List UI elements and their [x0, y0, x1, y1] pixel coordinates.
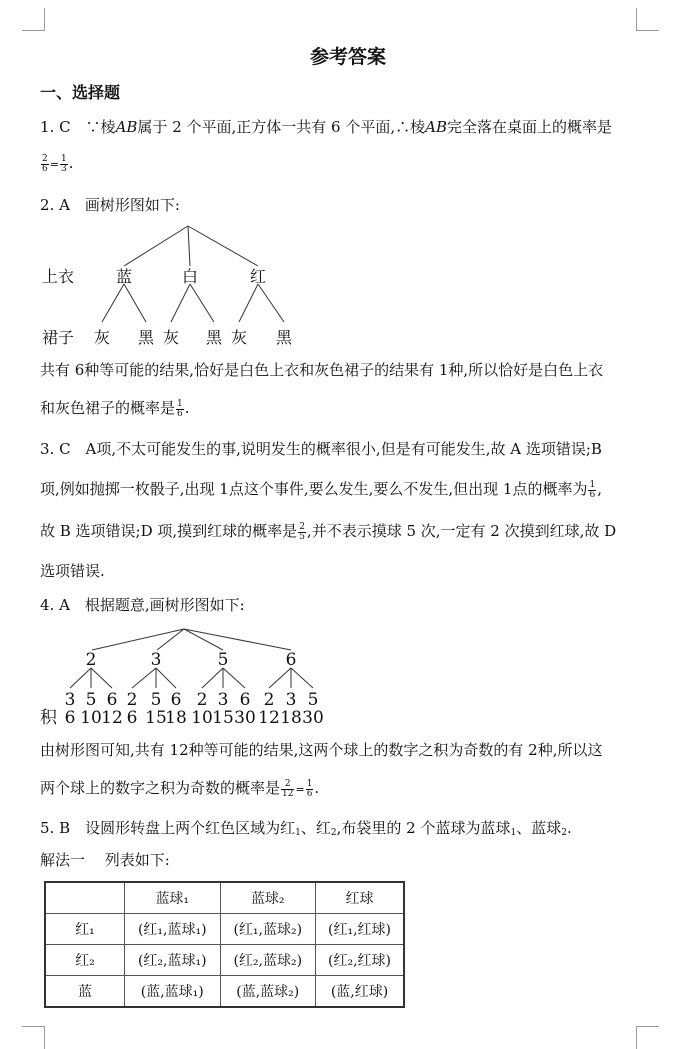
crop-mark-bottom-right [636, 1026, 659, 1049]
q3-line2 [40, 478, 602, 500]
q2-leaf: 黑 [138, 328, 155, 347]
table-cell: (红₂,红球) [316, 945, 405, 976]
q1-text-c: 完全落在桌面上的概率是 [446, 118, 612, 136]
q4-node-6: 6 [285, 650, 297, 670]
table-cell: (红₁,蓝球₂) [220, 914, 316, 945]
table-header-row [45, 882, 404, 914]
table-cell: (蓝,蓝球₂) [220, 976, 316, 1008]
q4-tree-lines [70, 629, 313, 688]
table-header-cell: 蓝球₂ [220, 882, 316, 914]
table-cell: (红₂,蓝球₂) [220, 945, 316, 976]
q2-leaf: 黑 [276, 328, 293, 347]
q4-product: 30 [302, 708, 324, 728]
q4-leaf: 2 [263, 690, 275, 710]
q5-text-a: 5. B 设圆形转盘上两个红色区域为红 [40, 819, 296, 837]
q4-node-2: 2 [85, 650, 97, 670]
q2-row1-label: 上衣 [42, 267, 75, 286]
q5-text-sep: 、红 [300, 819, 331, 837]
q4-leaf: 5 [150, 690, 162, 710]
q1-fraction-2: $\frac{1}{3}$ [60, 153, 67, 174]
q3-line3 [40, 520, 616, 542]
section-heading: 一、选择题 [40, 83, 121, 102]
q3-line4: 选项错误. [40, 562, 105, 580]
q3-comma: , [597, 480, 602, 498]
q4-product: 15 [212, 708, 234, 728]
q4-equals: = [295, 783, 305, 796]
q2-tree-diagram [40, 222, 320, 354]
page-title: 参考答案 [309, 46, 386, 68]
q1-var-ab-2: AB [425, 118, 447, 136]
q3-text-b: 故 B 选项错误;D 项,摸到红球的概率是 [40, 522, 298, 540]
q2-line2 [40, 397, 190, 419]
q4-leaf: 2 [126, 690, 138, 710]
q1-line1 [40, 116, 612, 138]
table-row [45, 914, 404, 945]
q4-node-5: 5 [217, 650, 229, 670]
q5-sub: 1 [510, 828, 517, 838]
q4-product: 30 [234, 708, 256, 728]
q2-leaf: 黑 [206, 328, 223, 347]
table-cell: (红₁,蓝球₁) [125, 914, 221, 945]
q2-period: . [184, 399, 190, 417]
q4-node-3: 3 [150, 650, 162, 670]
q5-text-b: ,布袋里的 2 个蓝球为蓝球 [336, 819, 511, 837]
q3-text-a: 项,例如抛掷一枚骰子,出现 1点这个事件,要么发生,要么不发生,但出现 1点的概率为 [40, 480, 588, 498]
q1-fraction-1: $\frac{2}{6}$ [42, 153, 48, 174]
q2-node-blue: 蓝 [116, 267, 133, 286]
q4-leaf: 3 [64, 690, 76, 710]
q2-leaf: 灰 [94, 328, 111, 347]
q4-product: 6 [64, 708, 76, 728]
crop-mark-top-left [22, 8, 45, 31]
q1-var-ab: AB [115, 118, 138, 136]
q4-product-label: 积 [40, 708, 57, 728]
table-cell [45, 882, 125, 914]
q4-leaf: 5 [307, 690, 319, 710]
q2-node-red: 红 [250, 267, 267, 286]
q4-period: . [314, 779, 320, 797]
q4-tree-diagram [40, 626, 340, 728]
table-cell: (蓝,红球) [316, 976, 405, 1008]
q1-text-a: 1. C ∵棱 [40, 118, 116, 136]
q2-line1: 共有 6种等可能的结果,恰好是白色上衣和灰色裙子的结果有 1种,所以恰好是白色上衣 [40, 361, 604, 379]
q4-product: 10 [80, 708, 102, 728]
table-cell: (红₁,红球) [316, 914, 405, 945]
q3-fraction-2: $\frac{2}{5}$ [299, 521, 305, 542]
q5-period: . [566, 819, 572, 837]
table-cell: (蓝,蓝球₁) [125, 976, 221, 1008]
q2-leaf: 灰 [231, 328, 248, 347]
q4-product: 18 [280, 708, 302, 728]
q2-fraction: $\frac{1}{6}$ [177, 398, 183, 419]
q4-line2 [40, 777, 319, 801]
q4-line1: 由树形图可知,共有 12种等可能的结果,这两个球上的数字之积为奇数的有 2种,所以这 [40, 741, 603, 759]
q2-node-white: 白 [182, 267, 199, 286]
q1-text-b: 属于 2 个平面,正方体一共有 6 个平面,∴棱 [137, 118, 426, 136]
q2-leaf: 灰 [163, 328, 180, 347]
table-cell: (红₂,蓝球₁) [125, 945, 221, 976]
crop-mark-bottom-left [22, 1026, 45, 1049]
table-row-header: 红₂ [45, 945, 125, 976]
q1-line2 [40, 152, 73, 176]
q2-text: 和灰色裙子的概率是 [40, 399, 176, 417]
q4-leaf: 3 [285, 690, 297, 710]
q4-leaf: 6 [170, 690, 182, 710]
q1-period: . [68, 154, 74, 172]
q4-product: 15 [145, 708, 167, 728]
q4-leaf: 3 [217, 690, 229, 710]
q5-sub: 1 [295, 828, 301, 838]
q5-sub: 2 [561, 828, 567, 838]
q3-line1: 3. C A项,不太可能发生的事,说明发生的概率很小,但是有可能发生,故 A 选项错误;B [40, 440, 602, 458]
q4-product: 12 [258, 708, 280, 728]
q4-product: 6 [126, 708, 138, 728]
q4-fraction-1: $\frac{2}{12}$ [282, 778, 294, 799]
q5-method-label: 解法一 列表如下: [40, 851, 170, 869]
q4-leaf: 2 [196, 690, 208, 710]
table-row [45, 945, 404, 976]
q4-leaf: 6 [106, 690, 118, 710]
q4-leaf: 5 [85, 690, 97, 710]
q3-fraction-1: $\frac{1}{6}$ [589, 479, 596, 500]
table-row-header: 红₁ [45, 914, 125, 945]
table-header-cell: 蓝球₁ [125, 882, 221, 914]
table-header-cell: 红球 [316, 882, 405, 914]
crop-mark-top-right [636, 8, 659, 31]
q4-product: 10 [191, 708, 213, 728]
q1-equals: = [49, 158, 59, 171]
q2-row2-label: 裙子 [42, 328, 75, 347]
q5-line1 [40, 817, 572, 844]
q3-text-c: ,并不表示摸球 5 次,一定有 2 次摸到红球,故 D [306, 522, 617, 540]
q4-product: 12 [101, 708, 123, 728]
q4-text: 两个球上的数字之积为奇数的概率是 [40, 779, 281, 797]
table-row [45, 976, 404, 1008]
q4-fraction-2: $\frac{1}{6}$ [306, 778, 313, 799]
q4-heading: 4. A 根据题意,画树形图如下: [40, 596, 245, 614]
q5-text-sep2: 、蓝球 [516, 819, 562, 837]
q4-leaf: 6 [239, 690, 251, 710]
q5-sub: 2 [330, 828, 337, 838]
q2-heading: 2. A 画树形图如下: [40, 196, 180, 214]
probability-table [44, 881, 405, 1008]
table-row-header: 蓝 [45, 976, 125, 1008]
q4-product: 18 [165, 708, 187, 728]
